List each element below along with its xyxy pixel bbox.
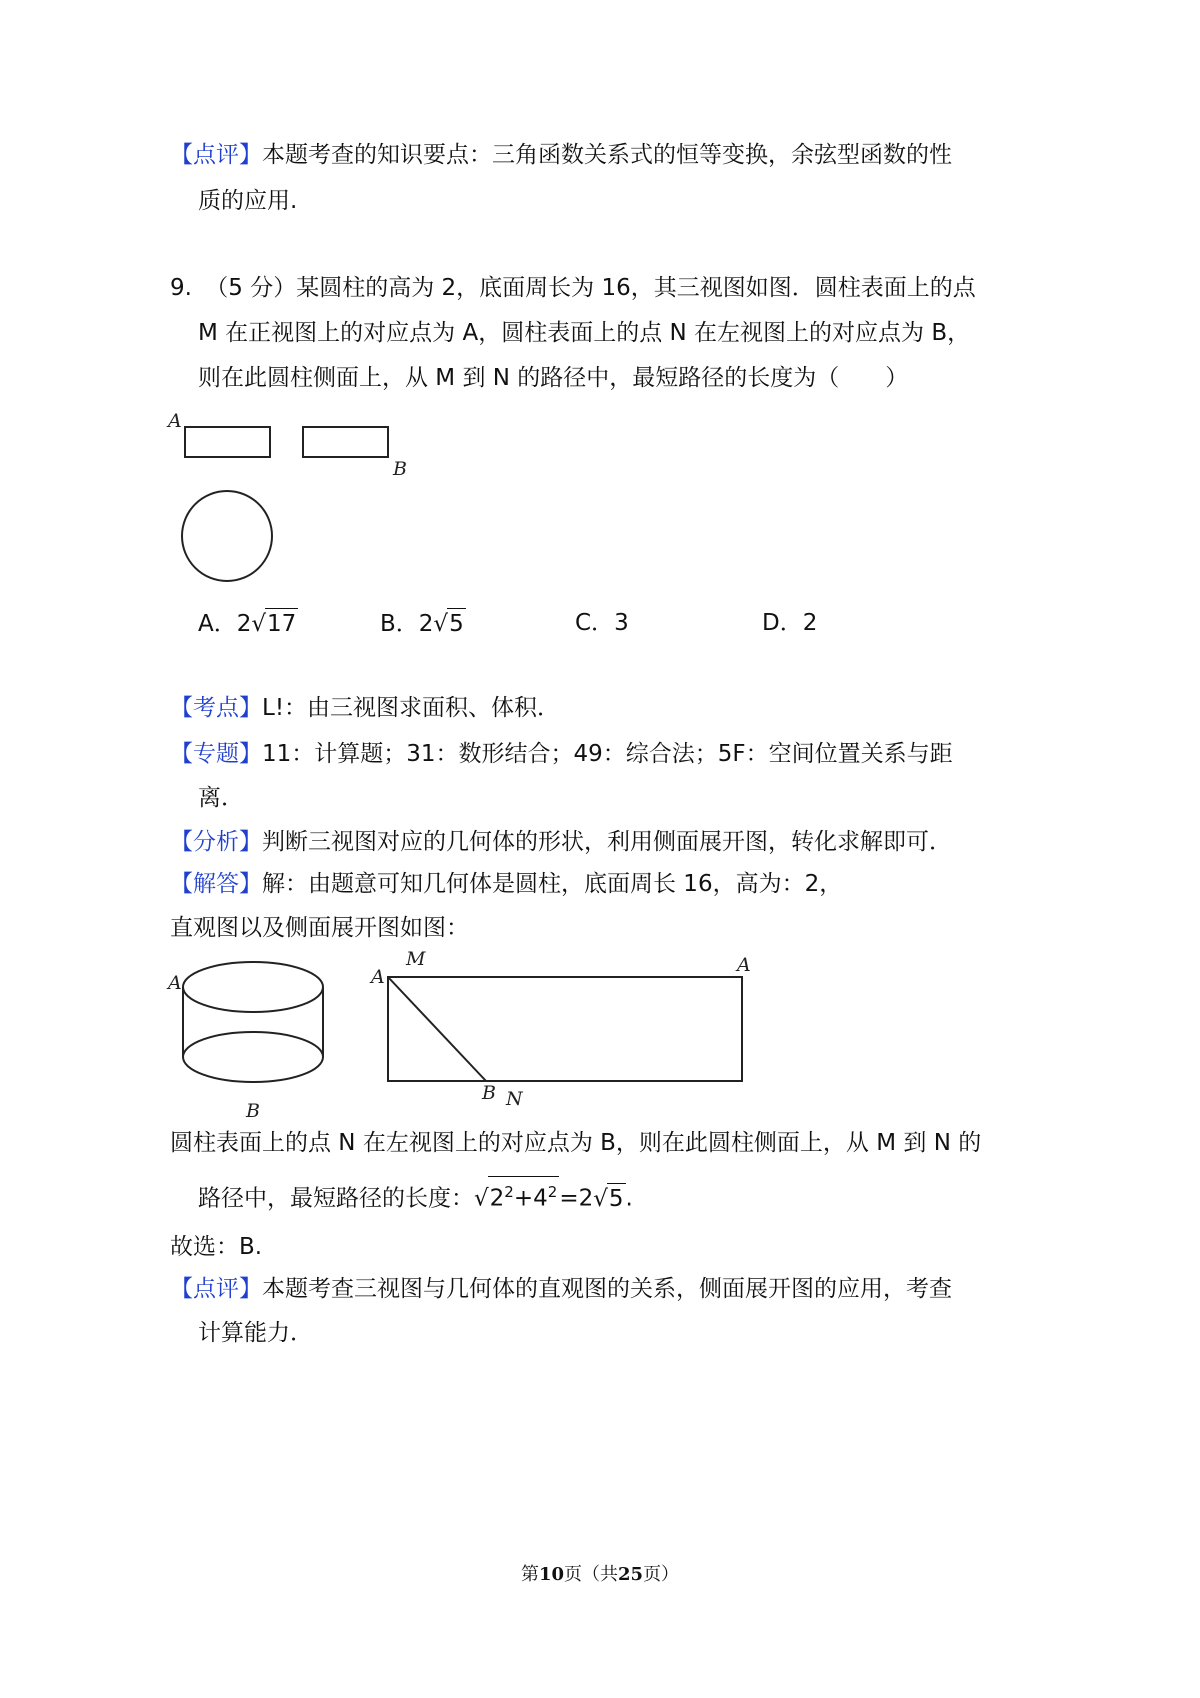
side-view-rect: [303, 427, 388, 457]
solution-figure: [175, 955, 755, 1095]
option-b: B．2√5: [380, 608, 466, 639]
answer: 故选：B.: [170, 1234, 263, 1260]
review-line1: 【点评】本题考查三视图与几何体的直观图的关系，侧面展开图的应用，考查: [170, 1276, 952, 1302]
review-text: 本题考查的知识要点：三角函数关系式的恒等变换，余弦型函数的性: [262, 142, 952, 168]
review-line2: 计算能力．: [198, 1320, 313, 1346]
conclusion-line1: 圆柱表面上的点 N 在左视图上的对应点为 B，则在此圆柱侧面上，从 M 到 N 的: [170, 1130, 982, 1156]
side-view-label-b: B: [393, 458, 407, 480]
top-view-circle: [182, 491, 272, 581]
cylinder-label-b: B: [246, 1100, 260, 1122]
question-text: （5 分）某圆柱的高为 2，底面周长为 16，其三视图如图．圆柱表面上的点: [205, 275, 976, 301]
question-line1: [170, 273, 976, 303]
page-footer: 第10页（共25页）: [520, 1564, 680, 1585]
jieda-line2: 直观图以及侧面展开图如图：: [170, 915, 469, 941]
rect-label-n: N: [506, 1088, 523, 1110]
sqrt-expression: $√2^2+4^2$: [474, 1176, 559, 1214]
option-d: D．2: [762, 610, 818, 636]
question-line2: M 在正视图上的对应点为 A，圆柱表面上的点 N 在左视图上的对应点为 B，: [198, 320, 971, 346]
kaodian: 【考点】L!：由三视图求面积、体积．: [170, 695, 561, 721]
prev-review-line2: 质的应用.: [198, 188, 298, 214]
fenxi: 【分析】判断三视图对应的几何体的形状，利用侧面展开图，转化求解即可．: [170, 829, 952, 855]
rect-label-a: A: [371, 966, 385, 988]
rect-label-m: M: [406, 948, 426, 970]
option-a: A．2√17: [198, 608, 298, 639]
rect-label-b: B: [482, 1082, 496, 1104]
question-number: 9.: [170, 275, 192, 301]
sqrt-5-result: √5: [593, 1183, 625, 1214]
sqrt-17: √17: [251, 608, 298, 639]
front-view-rect: [185, 427, 270, 457]
prev-review-line1: [170, 140, 952, 170]
shortest-path-line: [388, 977, 486, 1081]
sqrt-5: √5: [433, 608, 465, 639]
question-line3: 则在此圆柱侧面上，从 M 到 N 的路径中，最短路径的长度为（ ）: [198, 365, 909, 391]
jieda: 【解答】解：由题意可知几何体是圆柱，底面周长 16，高为：2，: [170, 871, 843, 897]
zhuanti-line2: 离．: [198, 785, 244, 811]
conclusion-line2: 路径中，最短路径的长度：$√2^2+4^2=2√5$.: [198, 1176, 633, 1214]
cylinder-label-a: A: [168, 972, 182, 994]
cylinder-bottom-ellipse: [183, 1032, 323, 1082]
rect-label-a-right: A: [737, 954, 751, 976]
zhuanti-line1: 【专题】11：计算题；31：数形结合；49：综合法；5F：空间位置关系与距: [170, 741, 953, 767]
option-c: C．3: [575, 610, 629, 636]
cylinder-top-ellipse: [183, 962, 323, 1012]
review-tag: 【点评】: [170, 142, 262, 168]
lateral-unfold-rect: [388, 977, 742, 1081]
front-view-label-a: A: [168, 410, 182, 432]
three-view-figure: [180, 420, 420, 600]
